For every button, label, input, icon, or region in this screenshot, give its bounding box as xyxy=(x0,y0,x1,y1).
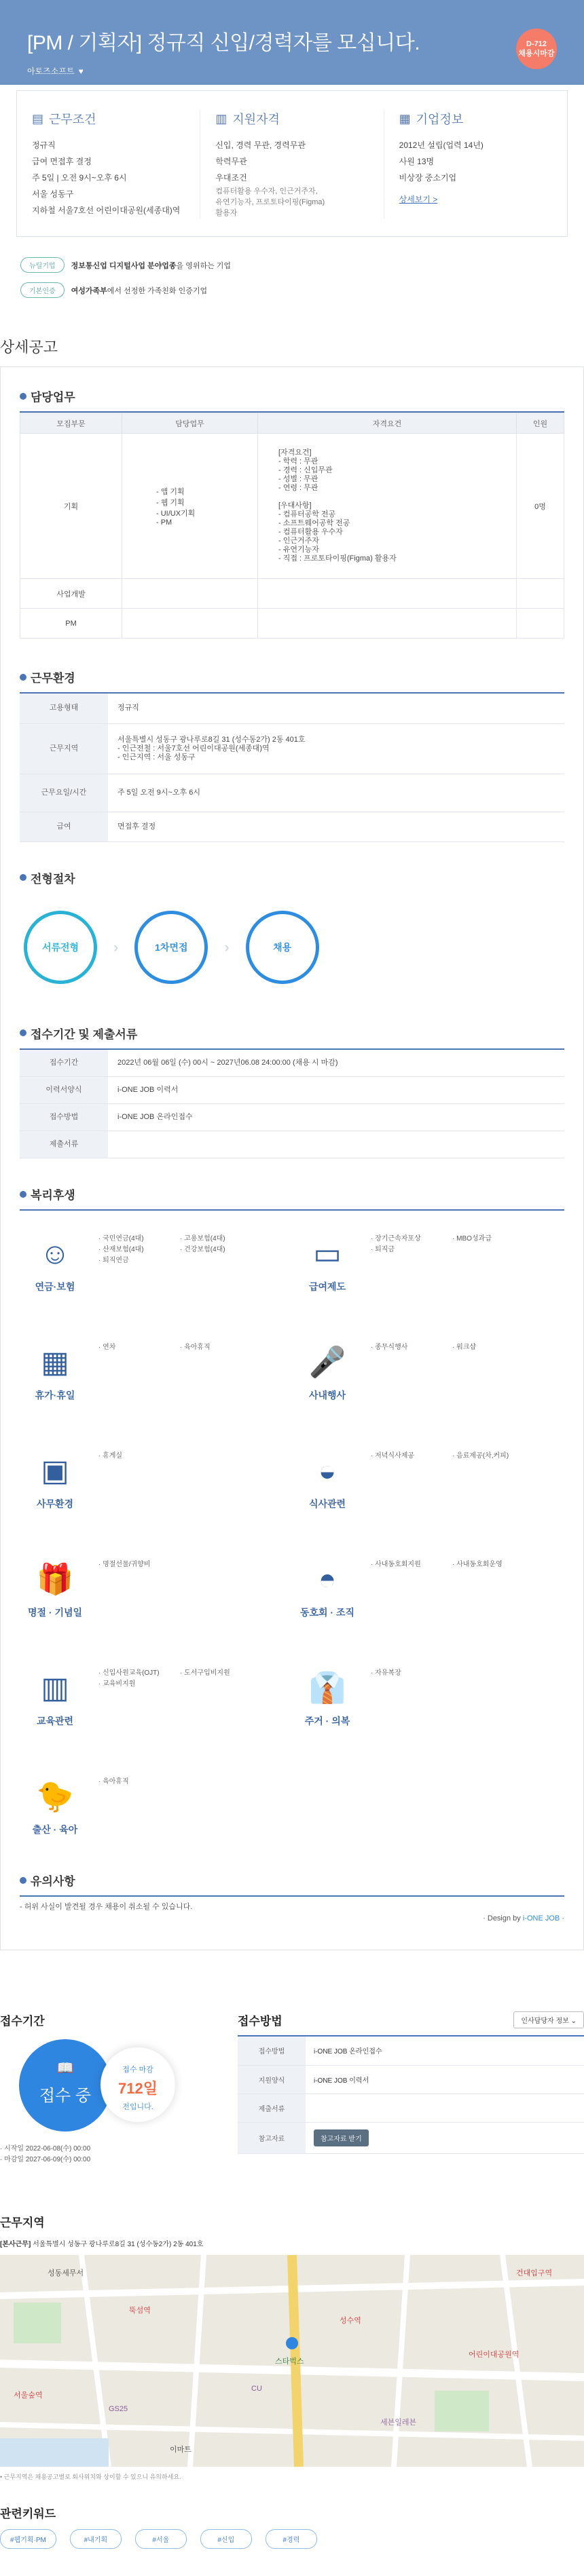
welfare-item xyxy=(452,1245,527,1255)
work-region xyxy=(0,2213,584,2481)
qual-cell: [자격요건] - 학력 : 무관 - 경력 : 신입무관 - 성별 : 무관 - 연령 : 무관 [우대사항] - 컴퓨터공학 전공 - 소프트웨어공학 전공 - 컴퓨터활용 우수자 - 인근거주자 - 유연기능자 - 직접 : 프로토타이핑(Figma) 활용자 xyxy=(258,434,517,579)
design-brand: i-ONE JOB xyxy=(522,1914,560,1922)
welfare-item: · MBO성과급 xyxy=(452,1235,492,1243)
hr-contact-label: 인사담당자 정보 xyxy=(521,2018,569,2025)
office-icon: ▦ xyxy=(399,111,411,126)
welfare-item: · 건강보험(4대) xyxy=(180,1246,225,1253)
cap-icon: ▥ xyxy=(215,111,227,126)
apply-section xyxy=(0,2011,584,2165)
table-row xyxy=(20,694,564,723)
map-label: 성수역 xyxy=(340,2317,361,2325)
dday-label: 채용시마감 xyxy=(518,50,555,58)
row-value: 면접후 결정 xyxy=(108,812,564,841)
tag-text: 정보통신업 디지털사업 분야업종 xyxy=(71,261,177,270)
microphone-icon: 🎤 xyxy=(308,1346,346,1379)
row-value xyxy=(108,1131,564,1158)
calendar-icon: ▦ xyxy=(41,1346,69,1379)
duty-heading xyxy=(20,387,564,404)
work-item: 급여 면접후 결정 xyxy=(32,157,92,166)
welfare-item: · 교육비지원 xyxy=(98,1680,136,1688)
keyword-tag[interactable]: #경력 xyxy=(266,2529,317,2549)
qual-item: 학력무관 xyxy=(215,157,247,166)
table-row xyxy=(238,2065,584,2094)
welfare-item: · 사내동호회지원 xyxy=(371,1561,421,1568)
corp-item: 비상장 중소기업 xyxy=(399,173,457,183)
welfare-item xyxy=(180,1451,255,1462)
status-label: 접수 중 xyxy=(39,2087,92,2105)
table-row xyxy=(20,1077,564,1104)
welfare-group xyxy=(20,1451,292,1519)
table-row xyxy=(238,2122,584,2153)
keywords-title: 관련키워드 xyxy=(0,2507,56,2520)
tag-rest: 에서 선정한 가족친화 인증기업 xyxy=(107,286,208,295)
qual-item: 신입, 경력 무관, 경력무관 xyxy=(215,140,306,150)
bullet-icon xyxy=(20,393,26,400)
company-row xyxy=(27,65,557,77)
dday-count: D-712 xyxy=(526,40,547,48)
corp-item: 2012년 설립(업력 14년) xyxy=(399,140,483,150)
start-date: · 시작일 2022-06-08(수) 00:00 xyxy=(0,2145,91,2153)
work-conditions-title: 근무조건 xyxy=(49,113,96,126)
table-row xyxy=(20,579,564,609)
region-title: 근무지역 xyxy=(0,2216,45,2229)
table-row xyxy=(20,1131,564,1158)
building-icon: ▤ xyxy=(32,111,44,126)
welfare-item: · 명절선물/귀향비 xyxy=(98,1561,151,1568)
welfare-item xyxy=(180,1559,255,1570)
welfare-group xyxy=(20,1234,292,1302)
shirt-icon: 👔 xyxy=(308,1671,346,1705)
row-value: 주 5일 오전 9시~오후 6시 xyxy=(108,774,564,812)
row-key: 급여 xyxy=(20,812,108,841)
welfare-group xyxy=(292,1342,564,1410)
hr-contact-select[interactable] xyxy=(513,2011,584,2028)
apply-period xyxy=(0,2011,204,2165)
tag-pill: 뉴딜기업 xyxy=(20,257,65,273)
qualifications xyxy=(200,110,384,219)
row-key: 이력서양식 xyxy=(20,1077,108,1104)
part-cell: 기획 xyxy=(20,434,122,579)
work-item: 주 5일 | 오전 9시~오후 6시 xyxy=(32,173,127,183)
welfare-label: 식사관련 xyxy=(308,1498,346,1509)
welfare-item: · 고용보험(4대) xyxy=(180,1235,225,1243)
welfare-item: · 종무식행사 xyxy=(371,1344,408,1351)
row-key: 지원양식 xyxy=(238,2065,306,2094)
company-detail-link[interactable]: 상세보기 > xyxy=(399,195,438,204)
wallet-icon: ▭ xyxy=(313,1237,342,1270)
welfare-group xyxy=(292,1234,564,1302)
col-header: 담당업무 xyxy=(122,413,258,434)
work-conditions xyxy=(17,110,200,219)
row-value: i-ONE JOB 이력서 xyxy=(306,2065,584,2094)
welfare-item: · 자유복장 xyxy=(371,1669,401,1677)
col-header: 자격요건 xyxy=(258,413,517,434)
row-key: 접수기간 xyxy=(20,1050,108,1077)
welfare-item: · 퇴직금 xyxy=(371,1246,395,1253)
step-circle: 1차면접 xyxy=(134,911,208,984)
welfare-heading xyxy=(20,1186,564,1202)
design-suffix: · xyxy=(560,1914,564,1922)
welfare-group xyxy=(292,1668,564,1736)
certification-tags xyxy=(20,257,564,298)
keyword-tag[interactable]: #웹기획·PM xyxy=(0,2529,56,2549)
company-info-title: 기업정보 xyxy=(416,113,464,126)
welfare-item xyxy=(180,1777,255,1787)
welfare-item: · 저녁식사제공 xyxy=(371,1452,415,1460)
table-row xyxy=(238,2037,584,2065)
monitor-icon: ▣ xyxy=(41,1454,69,1488)
count-cell: 0명 xyxy=(517,434,564,579)
bullet-icon xyxy=(20,874,26,881)
map-label: 서울숲역 xyxy=(14,2391,43,2400)
welfare-item: · 음료제공(차,커피) xyxy=(452,1452,509,1460)
env-title: 근무환경 xyxy=(31,672,75,685)
welfare-label: 사무환경 xyxy=(36,1498,74,1509)
qual-item: 우대조건 xyxy=(215,173,247,183)
company-name[interactable]: 아토즈소프트 xyxy=(27,67,75,76)
chevron-down-icon: ⌄ xyxy=(570,2018,577,2025)
user-icon: ☺ xyxy=(39,1237,71,1270)
welfare-label: 출산 · 육아 xyxy=(32,1824,78,1835)
keyword-tag[interactable]: #내기획 xyxy=(70,2529,122,2549)
tag-text: 여성가족부 xyxy=(71,286,107,295)
row-key: 접수방법 xyxy=(20,1104,108,1131)
table-row xyxy=(238,2094,584,2122)
design-prefix: · Design by xyxy=(483,1914,521,1922)
welfare-title: 복리후생 xyxy=(31,1189,75,1202)
env-heading xyxy=(20,668,564,685)
map-label: 어린이대공원역 xyxy=(469,2351,519,2359)
map-label: CU xyxy=(251,2385,262,2393)
welfare-item: · 워크샵 xyxy=(452,1344,477,1351)
row-key: 근무요일/시간 xyxy=(20,774,108,812)
deadline-suffix: 전입니다. xyxy=(122,2103,153,2111)
welfare-label: 명절 · 기념일 xyxy=(27,1607,83,1618)
row-key: 근무지역 xyxy=(20,723,108,774)
tag-pill: 기본인증 xyxy=(20,282,65,298)
map-label: 성동세무서 xyxy=(48,2269,84,2277)
tag-row xyxy=(20,257,564,273)
col-header: 모집부문 xyxy=(20,413,122,434)
book-icon: ▥ xyxy=(41,1671,69,1705)
work-item: 지하철 서울7호선 어린이대공원(세종대)역 xyxy=(32,206,181,215)
detail-box xyxy=(0,366,584,1950)
notice-title: 유의사항 xyxy=(31,1875,75,1888)
row-key: 고용형태 xyxy=(20,694,108,723)
bullet-icon xyxy=(20,1191,26,1198)
qualifications-title: 지원자격 xyxy=(232,113,280,126)
job-header xyxy=(0,0,584,85)
row-value: 서울특별시 성동구 광나루로8길 31 (성수동2가) 2동 401호 - 인근전철 : 서울7호선 어린이대공원(세종대)역 - 인근지역 : 서울 성동구 xyxy=(108,723,564,774)
detail-title: 상세공고 xyxy=(0,339,58,356)
work-item: 서울 성동구 xyxy=(32,189,74,199)
map-label: 뚝섬역 xyxy=(129,2307,151,2315)
welfare-label: 교육관련 xyxy=(36,1716,74,1726)
task-cell: - 앱 기획 - 웹 기획 - UI/UX기획 - PM xyxy=(122,434,258,579)
apply-method-table xyxy=(238,2037,584,2154)
welfare-item: · 육아휴직 xyxy=(180,1344,211,1351)
welfare-item: · 사내동호회운영 xyxy=(452,1561,503,1568)
row-key: 제출서류 xyxy=(238,2094,306,2122)
welfare-item: · 산재보험(4대) xyxy=(98,1246,144,1253)
end-date: · 마감일 2027-06-09(수) 00:00 xyxy=(0,2156,91,2163)
rice-bowl-icon: ◒ xyxy=(318,1454,337,1488)
welfare-label: 사내행사 xyxy=(308,1390,346,1401)
duty-title: 담당업무 xyxy=(31,391,75,404)
map-note: • 근무지역은 채용공고별로 회사위치와 상이할 수 있으니 유의하세요. xyxy=(0,2474,181,2480)
row-value: 정규직 xyxy=(108,694,564,723)
company-info xyxy=(384,110,567,219)
welfare-item: · 장기근속자포상 xyxy=(371,1235,421,1243)
chevron-right-icon: › xyxy=(224,938,230,955)
part-cell: PM xyxy=(20,609,122,639)
notice-heading xyxy=(20,1872,564,1889)
bullet-icon xyxy=(20,1877,26,1884)
row-value xyxy=(306,2094,584,2122)
part-cell: 사업개발 xyxy=(20,579,122,609)
apply-method xyxy=(238,2011,584,2165)
deadline-circle xyxy=(101,2047,175,2122)
table-row xyxy=(20,434,564,579)
map-label: 건대입구역 xyxy=(516,2269,553,2277)
tag-row xyxy=(20,282,564,298)
row-key: 접수방법 xyxy=(238,2037,306,2065)
heart-icon[interactable]: ♥ xyxy=(78,66,84,76)
row-key: 제출서류 xyxy=(20,1131,108,1158)
process-heading xyxy=(20,869,564,886)
welfare-item xyxy=(180,1255,255,1266)
welfare-group xyxy=(20,1777,292,1844)
addr-label: [본사근무] xyxy=(0,2241,31,2248)
welfare-group xyxy=(20,1342,292,1410)
period-table xyxy=(20,1050,564,1159)
addr-text: 서울특별시 성동구 광나루로8길 31 (성수동2가) 2동 401호 xyxy=(33,2241,204,2248)
download-reference-button[interactable]: 참고자료 받기 xyxy=(314,2129,369,2146)
welfare-item xyxy=(452,1668,527,1679)
welfare-item: · 휴게실 xyxy=(98,1452,123,1460)
welfare-group xyxy=(292,1451,564,1519)
env-table xyxy=(20,694,564,842)
table-row xyxy=(20,723,564,774)
row-value: i-ONE JOB 온라인접수 xyxy=(108,1104,564,1131)
welfare-label: 주거 · 의복 xyxy=(304,1716,350,1726)
welfare-item xyxy=(180,1679,255,1690)
welfare-group xyxy=(20,1559,292,1627)
bullet-icon xyxy=(20,1029,26,1036)
map-label: 이마트 xyxy=(170,2446,191,2454)
apply-method-title: 접수방법 xyxy=(238,2015,282,2028)
row-value: 2022년 06월 06일 (수) 00시 ~ 2027년06.08 24:00:00 (채용 시 마감) xyxy=(108,1050,564,1077)
map-label: 세븐일레븐 xyxy=(380,2419,417,2427)
design-credit xyxy=(20,1914,564,1922)
table-row xyxy=(20,812,564,841)
book-icon: 📖 xyxy=(56,2061,74,2076)
welfare-item: · 연차 xyxy=(98,1344,116,1351)
welfare-group xyxy=(292,1559,564,1627)
duty-table xyxy=(20,413,564,639)
keyword-tag[interactable]: #서울 xyxy=(135,2529,187,2549)
corp-item: 사원 13명 xyxy=(399,157,435,166)
job-title: [PM / 기획자] 정규직 신입/경력자를 모십니다. xyxy=(27,32,420,54)
welfare-item: · 퇴직연금 xyxy=(98,1257,129,1264)
welfare-grid xyxy=(20,1211,564,1872)
qual-preferred: 컴퓨터활용 우수자, 인근거주자, 유연기능자, 프로토타이핑(Figma) 활용자 xyxy=(215,187,325,217)
welfare-item: · 신입사원교육(OJT) xyxy=(98,1669,160,1677)
work-item: 정규직 xyxy=(32,140,56,150)
row-value: i-ONE JOB 온라인접수 xyxy=(306,2037,584,2065)
summary-box xyxy=(16,90,568,237)
gift-icon: 🎁 xyxy=(36,1563,74,1596)
apply-period-title: 접수기간 xyxy=(0,2015,45,2028)
map-graphic xyxy=(0,2255,584,2467)
period-title: 접수기간 및 제출서류 xyxy=(31,1027,138,1041)
bullet-icon xyxy=(20,674,26,681)
welfare-label: 급여제도 xyxy=(308,1281,346,1292)
deadline-label: 접수 마감 xyxy=(122,2066,153,2074)
period-heading xyxy=(20,1025,564,1042)
step-circle: 서류전형 xyxy=(24,911,97,984)
map-label: 스타벅스 xyxy=(275,2357,304,2366)
table-row xyxy=(20,774,564,812)
notice-text: - 허위 사실이 발견될 경우 채용이 취소될 수 있습니다. xyxy=(20,1903,193,1911)
welfare-item: · 국민연금(4대) xyxy=(98,1235,144,1243)
tag-rest: 을 영위하는 기업 xyxy=(176,261,232,270)
welfare-item: · 도서구입비지원 xyxy=(180,1669,230,1677)
keyword-tag[interactable]: #신입 xyxy=(200,2529,252,2549)
process-steps xyxy=(20,893,564,1025)
duck-icon: 🐤 xyxy=(36,1780,74,1813)
goggles-icon: ◓ xyxy=(318,1563,337,1596)
chevron-right-icon: › xyxy=(113,938,119,955)
welfare-label: 연금·보험 xyxy=(35,1281,75,1292)
keywords xyxy=(0,2504,584,2549)
table-row xyxy=(20,1104,564,1131)
table-row xyxy=(20,609,564,639)
map-label: GS25 xyxy=(109,2405,128,2413)
welfare-group xyxy=(20,1668,292,1736)
deadline-days: 712일 xyxy=(118,2080,158,2097)
col-header: 인원 xyxy=(517,413,564,434)
step-circle: 채용 xyxy=(246,911,319,984)
dday-badge xyxy=(516,29,557,69)
process-title: 전형절차 xyxy=(31,872,75,886)
welfare-item: · 육아휴직 xyxy=(98,1778,129,1785)
status-circle xyxy=(19,2039,111,2132)
row-value: i-ONE JOB 이력서 xyxy=(108,1077,564,1104)
map[interactable] xyxy=(0,2255,584,2467)
welfare-label: 휴가·휴일 xyxy=(35,1390,75,1401)
table-row xyxy=(20,1050,564,1077)
row-key: 참고자료 xyxy=(238,2122,306,2153)
welfare-label: 동호회 · 조직 xyxy=(299,1607,355,1618)
